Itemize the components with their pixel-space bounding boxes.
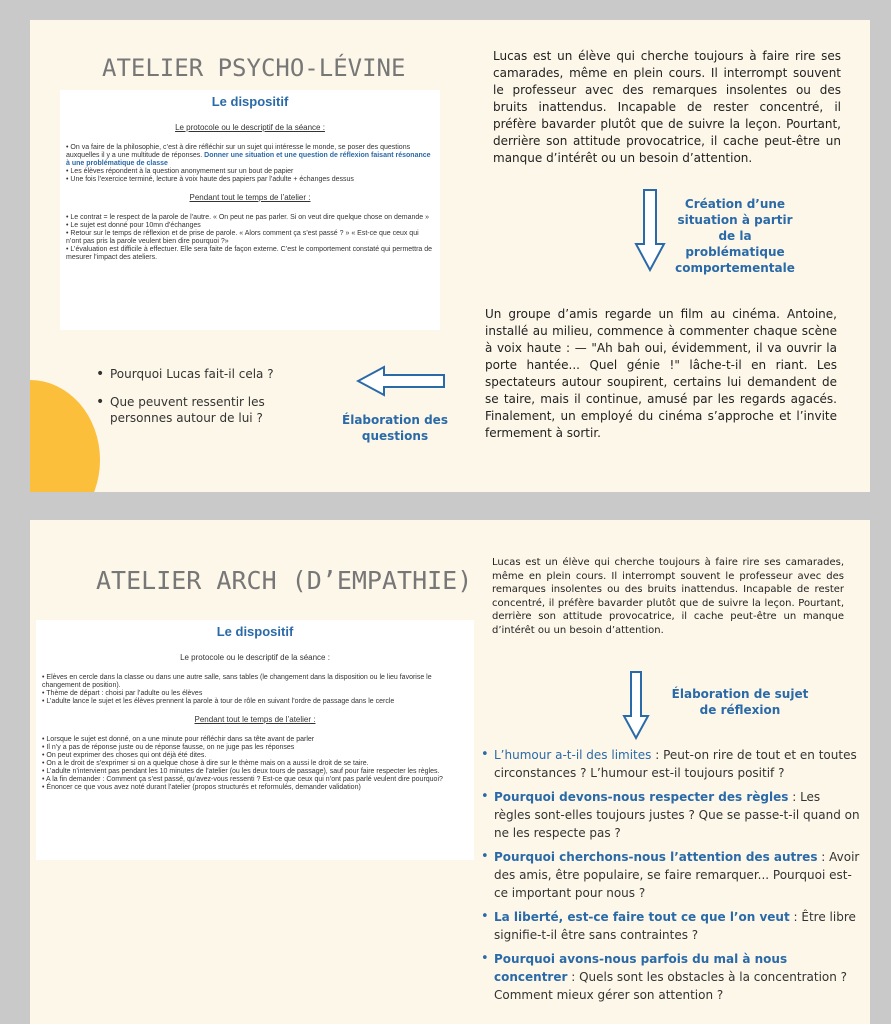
doc-item: • On va faire de la philosophie, c’est à dire réfléchir sur un sujet qui intéresse le monde, se poser des questions auxquelles il y a une multitude de réponses. Donner une situation et une question de réflexion faisant résonance à une problématique de classe xyxy=(66,144,434,168)
doc-item: • Le contrat = le respect de la parole de l’autre. « On peut ne pas parler. Si on veut dire quelque chose on demande » xyxy=(66,214,434,222)
slide-arch-empathie xyxy=(30,520,870,1020)
doc-list-b xyxy=(42,736,468,792)
slide-title: ATELIER PSYCHO-LÉVINE xyxy=(102,54,406,82)
arrow-down-icon xyxy=(634,188,666,272)
doc-item: • Retour sur le temps de réflexion et de prise de parole. « Alors comment ça s’est passé ? » « Est-ce que ceux qui n’ont pas pris la parole veulent bien dire pourquoi ?» xyxy=(66,230,434,246)
doc-subheading-2: Pendant tout le temps de l’atelier : xyxy=(194,715,316,724)
question-item: • Que peuvent ressentir les personnes autour de lui ? xyxy=(92,394,302,426)
doc-item: • A la fin demander : Comment ça s’est passé, qu’avez-vous ressenti ? Est-ce que ceux qui n’ont pas parlé veulent dire pourquoi? xyxy=(42,776,468,784)
question-list xyxy=(92,366,302,438)
doc-highlight: Donner une situation et une question de réflexion faisant résonance à une problématique de classe xyxy=(66,152,431,167)
cinema-paragraph: Un groupe d’amis regarde un film au cinéma. Antoine, installé au milieu, commence à commenter chaque scène à voix haute : — "Ah bah oui, évidemment, il va ouvrir la porte hantée... Quel génie !" lâche-t-il en riant. Les spectateurs autour soupirent, certains lui demandent de se taire, mais il continue, amusé par les regards agacés. Finalement, un employé du cinéma s’approche et l’invite fermement à sortir. xyxy=(485,307,837,440)
doc-item: • Énoncer ce que vous avez noté durant l’atelier (propos structurés et reformulés, demander validation) xyxy=(42,784,468,792)
arrow-left-icon xyxy=(356,364,446,398)
dispositif-document xyxy=(36,620,474,860)
theme-item: • Pourquoi avons-nous parfois du mal à nous concentrer : Quels sont les obstacles à la concentration ? Comment mieux gérer son attention ? xyxy=(480,950,860,1004)
situation-paragraph: Lucas est un élève qui cherche toujours à faire rire ses camarades, même en plein cours. Il interrompt souvent le professeur avec des remarques insolentes ou des bruits inattendus. Incapable de rester concentré, il préfère bavarder plutôt que de suivre la leçon. Pourtant, derrière son attitude provocatrice, il cache peut-être un manque d’intérêt ou un besoin d’attention. xyxy=(492,557,844,636)
label-elaboration-questions: Élaboration des questions xyxy=(342,413,448,443)
doc-item: • L’adulte lance le sujet et les élèves prennent la parole à tour de rôle en suivant l’ordre de passage dans le cercle xyxy=(42,698,468,706)
doc-item: • Elèves en cercle dans la classe ou dans une autre salle, sans tables (le changement dans la disposition ou le lieu favorise le changement de position). xyxy=(42,674,468,690)
doc-list-b xyxy=(66,214,434,262)
doc-item: • Lorsque le sujet est donné, on a une minute pour réfléchir dans sa tête avant de parler xyxy=(42,736,468,744)
doc-item: • Le sujet est donné pour 10mn d’échanges xyxy=(66,222,434,230)
theme-item: • Pourquoi devons-nous respecter des règles : Les règles sont-elles toujours justes ? Que se passe-t-il quand on ne les respecte pas ? xyxy=(480,788,860,842)
doc-item: • Les élèves répondent à la question anonymement sur un bout de papier xyxy=(66,168,434,176)
doc-list-a xyxy=(66,144,434,184)
theme-list xyxy=(480,746,860,1010)
doc-item: • Il n’y a pas de réponse juste ou de réponse fausse, on ne juge pas les réponses xyxy=(42,744,468,752)
theme-item: • La liberté, est-ce faire tout ce que l’on veut : Être libre signifie-t-il être sans contraintes ? xyxy=(480,908,860,944)
decorative-blob xyxy=(30,380,100,492)
question-item: • Pourquoi Lucas fait-il cela ? xyxy=(92,366,302,382)
doc-item: • L’évaluation est difficile à effectuer. Elle sera faite de façon externe. C’est le comportement constaté qui permettra de mesurer l’impact des ateliers. xyxy=(66,246,434,262)
doc-heading: Le dispositif xyxy=(211,94,289,109)
dispositif-document xyxy=(60,90,440,330)
doc-subheading-2: Pendant tout le temps de l’atelier : xyxy=(189,193,311,202)
theme-item: • L’humour a-t-il des limites : Peut-on rire de tout et en toutes circonstances ? L’humour est-il toujours positif ? xyxy=(480,746,860,782)
doc-item: • Thème de départ : choisi par l’adulte ou les élèves xyxy=(42,690,468,698)
doc-item: • Une fois l’exercice terminé, lecture à voix haute des papiers par l’adulte + échanges dessus xyxy=(66,176,434,184)
situation-paragraph: Lucas est un élève qui cherche toujours à faire rire ses camarades, même en plein cours. Il interrompt souvent le professeur avec des remarques insolentes ou des bruits inattendus. Incapable de rester concentré, il préfère bavarder plutôt que de suivre la leçon. Pourtant, derrière son attitude provocatrice, il cache peut-être un manque d’intérêt ou un besoin d’attention. xyxy=(493,49,841,165)
slide-title: ATELIER ARCH (D’EMPATHIE) xyxy=(96,566,473,595)
label-creation-situation: Création d’une situation à partir de la problématique comportementale xyxy=(675,197,795,275)
theme-item: • Pourquoi cherchons-nous l’attention des autres : Avoir des amis, être populaire, se faire remarquer... Pourquoi est-ce important pour nous ? xyxy=(480,848,860,902)
doc-list-a xyxy=(42,674,468,706)
label-elaboration-sujet: Élaboration de sujet de réflexion xyxy=(671,687,809,717)
doc-heading: Le dispositif xyxy=(216,624,294,639)
doc-item: • L’adulte n’intervient pas pendant les 10 minutes de l’atelier (ou les deux tours de passage), sauf pour faire respecter les règles. xyxy=(42,768,468,776)
arrow-down-icon xyxy=(622,670,650,740)
slide-psycho-levine xyxy=(30,20,870,492)
doc-item: • On peut exprimer des choses qui ont déjà été dites. xyxy=(42,752,468,760)
doc-item: • On a le droit de s’exprimer si on a quelque chose à dire sur le thème mais on a aussi le droit de se taire. xyxy=(42,760,468,768)
doc-subheading: Le protocole ou le descriptif de la séance : xyxy=(175,123,325,132)
doc-subheading: Le protocole ou le descriptif de la séance : xyxy=(180,653,330,662)
next-slide-edge xyxy=(30,1020,870,1024)
